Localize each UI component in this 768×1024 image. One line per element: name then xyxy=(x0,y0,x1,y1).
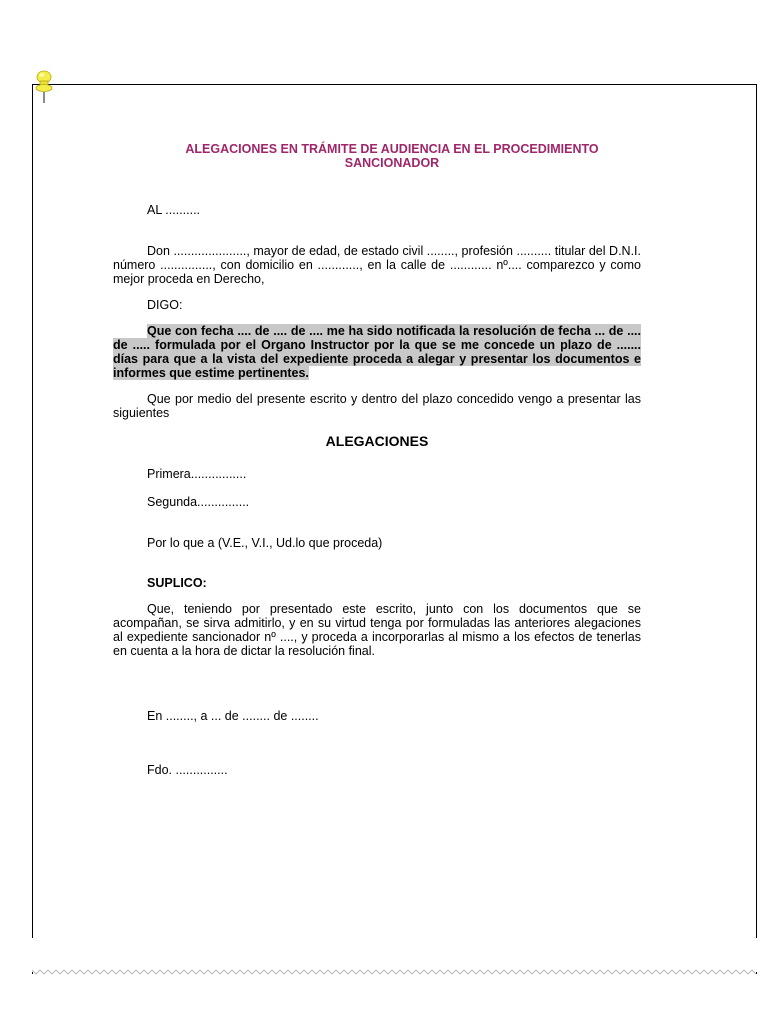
intro-paragraph: Don ....................., mayor de edad, de estado civil ........, profesión .......... titular del D.N.I. número ..............., con domicilio en ............, en la calle de ............ nº.... comparezco y como mejor proceda en Derecho, xyxy=(113,244,641,286)
digo-label: DIGO: xyxy=(147,298,183,312)
plazo-paragraph: Que por medio del presente escrito y dentro del plazo concedido vengo a presentar las siguientes xyxy=(113,392,641,420)
place-date-line: En ........, a ... de ........ de ........ xyxy=(147,709,319,723)
pushpin-icon[interactable] xyxy=(34,70,56,104)
por-lo-que-paragraph: Por lo que a (V.E., V.I., Ud.lo que proceda) xyxy=(147,536,383,550)
addressee: AL .......... xyxy=(147,203,201,217)
suplico-label: SUPLICO: xyxy=(147,576,207,590)
torn-page-edge xyxy=(32,938,758,978)
alegacion-primera: Primera................ xyxy=(147,467,247,481)
suplico-paragraph: Que, teniendo por presentado este escrito, junto con los documentos que se acompañan, se sirva admitirlo, y en su virtud tenga por formuladas las anteriores alegaciones al expediente sancionador nº ...., y proceda a incorporarlas al mismo a los efectos de tenerlas en cuenta a la hora de dictar la resolución final. xyxy=(113,602,641,658)
alegacion-segunda: Segunda............... xyxy=(147,495,250,509)
document-title: ALEGACIONES EN TRÁMITE DE AUDIENCIA EN EL PROCEDIMIENTO SANCIONADOR xyxy=(185,142,599,170)
document-body xyxy=(113,142,641,777)
highlighted-text: Que con fecha .... de .... de .... me ha sido notificada la resolución de fecha ... de .... de ..... formulada por el Organo Instructor por la que se me concede un plazo de ....... días para que a la vista del expediente proceda a alegar y presentar los documentos e informes que estime pertinentes. xyxy=(113,324,641,380)
notification-paragraph xyxy=(113,324,641,380)
signature-line: Fdo. ............... xyxy=(147,763,228,777)
alegaciones-heading: ALEGACIONES xyxy=(325,433,429,449)
